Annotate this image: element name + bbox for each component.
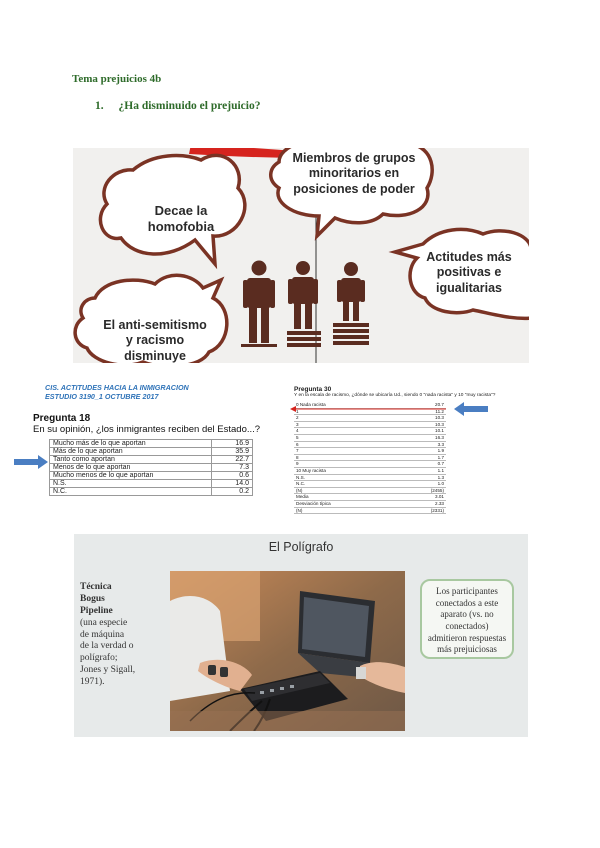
cis-title-line2: ESTUDIO 3190_1 OCTUBRE 2017 <box>45 391 159 401</box>
row-value: 10.1 <box>402 428 446 435</box>
row-label: Media <box>294 494 402 501</box>
row-label: Desviación típica <box>294 500 402 507</box>
table-row <box>50 488 253 496</box>
bubble-minorities-text: Miembros de grupos minoritarios en posiciones de poder <box>292 151 416 196</box>
table-row <box>294 415 446 422</box>
table-row <box>50 464 253 472</box>
polygraph-title: El Polígrafo <box>268 540 334 554</box>
bubble-homofobia-text: Decae la homofobia <box>147 203 215 234</box>
arrow-left-icon <box>452 402 488 416</box>
row-label: 5 <box>294 434 402 441</box>
prejudice-infographic <box>73 148 529 363</box>
bubble-attitudes-text: Actitudes más positivas e igualitarias <box>426 250 512 295</box>
row-value: 10.3 <box>402 415 446 422</box>
row-value: 1.9 <box>402 448 446 455</box>
row-label: 2 <box>294 415 402 422</box>
table-row <box>294 454 446 461</box>
row-label: N.C. <box>294 481 402 488</box>
row-label: Mucho más de lo que aportan <box>50 440 212 448</box>
row-value: 1.1 <box>402 467 446 474</box>
cis-survey-block <box>33 384 273 524</box>
table-row <box>294 434 446 441</box>
cis-title-line1: CIS. ACTITUDES HACIA LA INMIGRACION <box>45 383 189 392</box>
row-label: Tanto como aportan <box>50 456 212 464</box>
row-label: (N) <box>294 487 402 494</box>
row-value: 10.3 <box>402 421 446 428</box>
table-row <box>294 441 446 448</box>
table-row <box>294 448 446 455</box>
row-value: 1.3 <box>402 474 446 481</box>
row-value: 1.0 <box>402 481 446 488</box>
row-value: 0.7 <box>402 461 446 468</box>
row-label: Más de lo que aportan <box>50 448 212 456</box>
row-value: (2331) <box>402 507 446 514</box>
p30-title: Pregunta 30 <box>294 386 332 393</box>
row-label: Mucho menos de lo que aportan <box>50 472 212 480</box>
polygraph-result-box <box>420 579 514 659</box>
table-row <box>294 428 446 435</box>
row-value: 16.3 <box>402 434 446 441</box>
row-value: 3.3 <box>402 441 446 448</box>
table-row <box>294 487 446 494</box>
row-value: 2.33 <box>402 500 446 507</box>
row-value: 1.7 <box>402 454 446 461</box>
cis-results-table <box>49 439 253 496</box>
polygraph-result-text: Los participantes conectados a este aparato (vs. no conectados) admitieron respuestas más prejuiciosas <box>427 586 507 655</box>
row-label: N.C. <box>50 488 212 496</box>
p30-results-table <box>294 402 446 514</box>
podium-figures <box>241 261 369 348</box>
row-value: 14.0 <box>212 480 253 488</box>
p30-question: Y en la escala de racismo, ¿dónde se ubicaría Ud., siendo 0 "nada racista" y 10 "muy racista"? <box>294 393 496 398</box>
row-label: 8 <box>294 454 402 461</box>
table-row <box>50 456 253 464</box>
cis-question-title: Pregunta 18 <box>33 413 91 425</box>
table-row <box>294 474 446 481</box>
polygraph-panel <box>74 534 528 737</box>
row-label: 3 <box>294 421 402 428</box>
row-value: 3.01 <box>402 494 446 501</box>
table-row <box>294 467 446 474</box>
table-row <box>294 421 446 428</box>
question-text: ¿Ha disminuido el prejuicio? <box>118 100 261 112</box>
row-label: (N) <box>294 507 402 514</box>
table-row <box>294 507 446 514</box>
red-underline-arrow <box>290 405 450 413</box>
cis-question-text: En su opinión, ¿los inmigrantes reciben del Estado...? <box>33 424 261 436</box>
bubble-antisemitism-text: El anti-semitismo y racismo disminuye <box>103 318 207 363</box>
topic-title: Tema prejuicios 4b <box>72 73 162 85</box>
row-value: (2455) <box>402 487 446 494</box>
row-value: 11.2 <box>402 408 446 415</box>
row-label: 1 <box>294 408 402 415</box>
question-heading <box>95 100 260 112</box>
row-value: 0.6 <box>212 472 253 480</box>
row-value: 20.7 <box>402 402 446 408</box>
row-value: 16.9 <box>212 440 253 448</box>
table-row <box>294 481 446 488</box>
table-row <box>294 500 446 507</box>
row-label: 4 <box>294 428 402 435</box>
arrow-right-icon <box>14 455 50 469</box>
table-row <box>294 494 446 501</box>
row-value: 7.3 <box>212 464 253 472</box>
polygraph-photo <box>170 571 405 731</box>
row-value: 22.7 <box>212 456 253 464</box>
row-label: 6 <box>294 441 402 448</box>
table-row <box>294 461 446 468</box>
table-row <box>50 448 253 456</box>
row-label: N.S. <box>294 474 402 481</box>
row-label: N.S. <box>50 480 212 488</box>
row-label: 7 <box>294 448 402 455</box>
row-label: 0 Nada racista <box>294 402 402 408</box>
question-number: 1. <box>95 100 104 112</box>
row-label: 9 <box>294 461 402 468</box>
row-label: 10 Muy racista <box>294 467 402 474</box>
table-row <box>50 480 253 488</box>
table-row <box>50 440 253 448</box>
table-row <box>50 472 253 480</box>
row-label: Menos de lo que aportan <box>50 464 212 472</box>
polygraph-technique: Técnica Bogus Pipeline (una especie de máquina de la verdad o polígrafo; Jones y Sigall, 1971). <box>80 582 136 687</box>
row-value: 35.9 <box>212 448 253 456</box>
row-value: 0.2 <box>212 488 253 496</box>
